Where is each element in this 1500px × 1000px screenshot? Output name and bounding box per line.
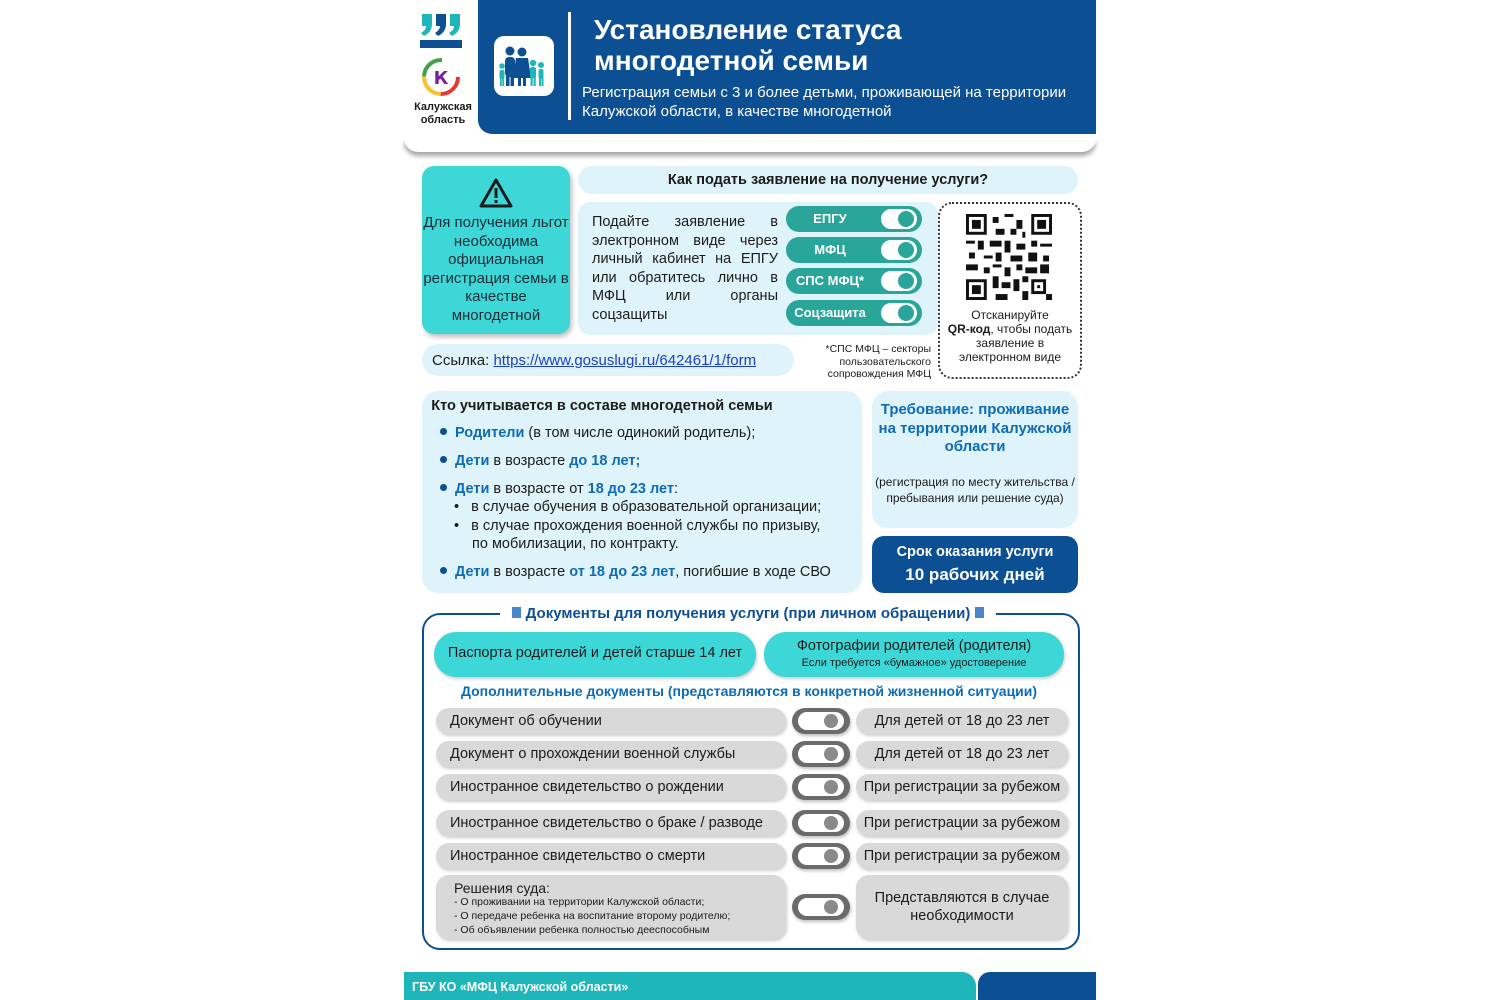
document-condition xyxy=(856,843,1068,869)
main-document-photos xyxy=(764,632,1064,677)
text: в возрасте от xyxy=(489,481,588,497)
channel-social-toggle[interactable] xyxy=(786,300,922,326)
document-icon xyxy=(975,607,984,618)
highlight: 18 до 23 лет xyxy=(587,481,675,497)
toggle-knob xyxy=(798,814,844,832)
list-item xyxy=(440,481,678,497)
document-condition xyxy=(856,708,1068,734)
toggle-knob xyxy=(798,778,844,796)
condition-text: При регистрации за рубежом xyxy=(863,815,1061,831)
highlight: Дети xyxy=(455,453,490,469)
additional-documents-title: Дополнительные документы (представляются в конкретной жизненной ситуации) xyxy=(460,683,1038,699)
warning-icon xyxy=(479,178,513,208)
channel-epgu-toggle[interactable] xyxy=(786,206,922,232)
toggle-dot xyxy=(824,900,838,914)
document-name: Иностранное свидетельство о рождении xyxy=(450,779,724,795)
court-item: - О проживании на территории Калужской области; xyxy=(454,896,705,908)
highlight: Дети xyxy=(455,564,490,580)
document-row-label xyxy=(436,810,786,836)
highlight: до 18 лет; xyxy=(569,453,641,469)
toggle-dot xyxy=(824,714,838,728)
document-condition xyxy=(856,810,1068,836)
mfc-logo-icon xyxy=(418,12,464,50)
qr-code-icon[interactable] xyxy=(966,214,1052,300)
documents-title-wrap xyxy=(500,603,996,625)
highlight: от 18 до 23 лет xyxy=(569,564,676,580)
toggle-knob xyxy=(798,712,844,730)
channel-label: ЕПГУ xyxy=(813,211,847,226)
toggle-dot xyxy=(824,747,838,761)
qr-caption-part: Отсканируйте xyxy=(971,308,1049,322)
toggle-knob xyxy=(881,271,917,291)
svg-text:К: К xyxy=(433,68,449,89)
family-composition-card xyxy=(422,391,862,593)
qr-card xyxy=(938,202,1082,379)
condition-text: При регистрации за рубежом xyxy=(863,779,1061,795)
text: в случае обучения в образовательной организации; xyxy=(471,499,822,515)
main-document-label: Паспорта родителей и детей старше 14 лет xyxy=(447,645,743,661)
document-condition xyxy=(856,774,1068,800)
court-item: - Об объявлении ребенка полностью дееспособным xyxy=(454,924,710,936)
how-text: Подайте заявление в электронном виде через личный кабинет на ЕПГУ или обратитесь лично в МФЦ или органы соцзащиты xyxy=(592,214,778,323)
condition-text: Для детей от 18 до 23 лет xyxy=(874,713,1050,729)
channel-label: Соцзащита xyxy=(794,305,866,320)
main-document-passports xyxy=(434,632,756,677)
main-document-note: Если требуется «бумажное» удостоверение xyxy=(801,657,1027,669)
document-condition xyxy=(856,741,1068,767)
requirement-note: (регистрация по месту жительства / пребывания или решение суда) xyxy=(875,475,1075,505)
toggle-knob xyxy=(881,240,917,260)
court-item: - О передаче ребенка на воспитание второму родителю; xyxy=(454,910,731,922)
sub-list-item-cont: по мобилизации, по контракту. xyxy=(472,536,679,552)
link-bar xyxy=(422,344,794,376)
document-toggle[interactable] xyxy=(792,810,850,836)
toggle-dot xyxy=(824,849,838,863)
text: в случае прохождения военной службы по призыву, xyxy=(471,518,821,534)
list-item xyxy=(440,425,755,441)
family-composition-title: Кто учитывается в составе многодетной семьи xyxy=(431,398,773,414)
sps-footnote: *СПС МФЦ – секторы пользовательского сопровождения МФЦ xyxy=(825,343,931,380)
bullet-icon xyxy=(440,567,447,574)
document-row-label xyxy=(436,774,786,800)
qr-caption xyxy=(942,308,1078,364)
court-condition xyxy=(856,875,1068,939)
term-value: 10 рабочих дней xyxy=(905,565,1045,584)
condition-text: Представляются в случае необходимости xyxy=(874,890,1050,924)
bullet-icon xyxy=(440,428,447,435)
document-row-label xyxy=(436,843,786,869)
how-title-bar xyxy=(578,166,1078,194)
document-name: Документ об обучении xyxy=(450,713,602,729)
text: , погибшие в ходе СВО xyxy=(675,564,831,580)
qr-caption-bold: QR-код xyxy=(947,322,991,336)
service-term-card xyxy=(872,536,1078,593)
text: в возрасте xyxy=(489,453,570,469)
condition-text: При регистрации за рубежом xyxy=(863,848,1061,864)
qr-caption-part: , чтобы подать заявление в электронном виде xyxy=(958,322,1073,364)
warning-card xyxy=(422,166,570,334)
kaluga-region-logo-icon xyxy=(422,58,460,96)
header-shadow xyxy=(404,138,1096,152)
toggle-dot xyxy=(824,780,838,794)
toggle-knob xyxy=(798,745,844,763)
bullet-icon xyxy=(440,484,447,491)
poster xyxy=(404,0,1096,1000)
region-name: Калужская область xyxy=(414,101,472,126)
highlight: Родители xyxy=(455,425,525,441)
service-link[interactable]: https://www.gosuslugi.ru/642461/1/form xyxy=(493,352,757,369)
condition-text: Для детей от 18 до 23 лет xyxy=(874,746,1050,762)
list-item xyxy=(440,564,831,580)
requirement-title: Требование: проживание на территории Калужской области xyxy=(878,401,1072,455)
footer-accent xyxy=(978,972,1096,1000)
channel-label: СПС МФЦ* xyxy=(795,273,865,288)
toggle-knob xyxy=(881,209,917,229)
document-name: Документ о прохождении военной службы xyxy=(450,746,736,762)
toggle-dot xyxy=(898,242,914,258)
page-title: Установление статуса многодетной семьи xyxy=(594,14,902,76)
toggle-dot xyxy=(898,273,914,289)
toggle-knob xyxy=(881,303,917,323)
main-document-label: Фотографии родителей (родителя) xyxy=(796,638,1032,654)
sub-list-item: • в случае обучения в образовательной организации; xyxy=(454,499,822,515)
footer-bar xyxy=(404,972,976,1000)
link-row xyxy=(432,352,756,369)
sub-list-item: • в случае прохождения военной службы по призыву, xyxy=(454,518,821,534)
page-subtitle: Регистрация семьи с 3 и более детьми, проживающей на территории Калужской области, в качестве многодетной xyxy=(582,84,1067,120)
document-toggle[interactable] xyxy=(792,741,850,767)
footer-org: ГБУ КО «МФЦ Калужской области» xyxy=(412,980,629,994)
document-toggle[interactable] xyxy=(792,708,850,734)
how-title: Как подать заявление на получение услуги? xyxy=(667,172,989,188)
document-name: Иностранное свидетельство о браке / разводе xyxy=(450,815,763,831)
toggle-dot xyxy=(824,816,838,830)
court-decisions-card xyxy=(436,875,786,939)
text: : xyxy=(674,481,679,497)
document-name: Иностранное свидетельство о смерти xyxy=(450,848,706,864)
channel-sps-mfc-toggle[interactable] xyxy=(786,268,922,294)
toggle-dot xyxy=(898,211,914,227)
document-row-label xyxy=(436,708,786,734)
family-icon xyxy=(494,36,554,96)
text: (в том числе одинокий родитель); xyxy=(524,425,756,441)
toggle-dot xyxy=(898,305,914,321)
documents-title: Документы для получения услуги (при личном обращении) xyxy=(525,605,971,622)
document-toggle[interactable] xyxy=(792,843,850,869)
requirement-card xyxy=(872,391,1078,528)
list-item xyxy=(440,453,640,469)
channel-label: МФЦ xyxy=(814,242,846,257)
toggle-knob xyxy=(798,847,844,865)
channel-mfc-toggle[interactable] xyxy=(786,237,922,263)
document-toggle[interactable] xyxy=(792,894,850,920)
warning-text: Для получения льгот необходима официальная регистрация семьи в качестве многодетной xyxy=(423,214,569,324)
header-divider xyxy=(568,12,571,120)
bullet-icon xyxy=(440,456,447,463)
document-icon xyxy=(512,607,521,618)
court-title: Решения суда: xyxy=(454,880,550,896)
text: в возрасте xyxy=(489,564,570,580)
toggle-knob xyxy=(798,898,844,916)
document-row-label xyxy=(436,741,786,767)
document-toggle[interactable] xyxy=(792,774,850,800)
term-label: Срок оказания услуги xyxy=(896,544,1054,560)
link-label: Ссылка: xyxy=(432,352,490,369)
highlight: Дети xyxy=(455,481,490,497)
